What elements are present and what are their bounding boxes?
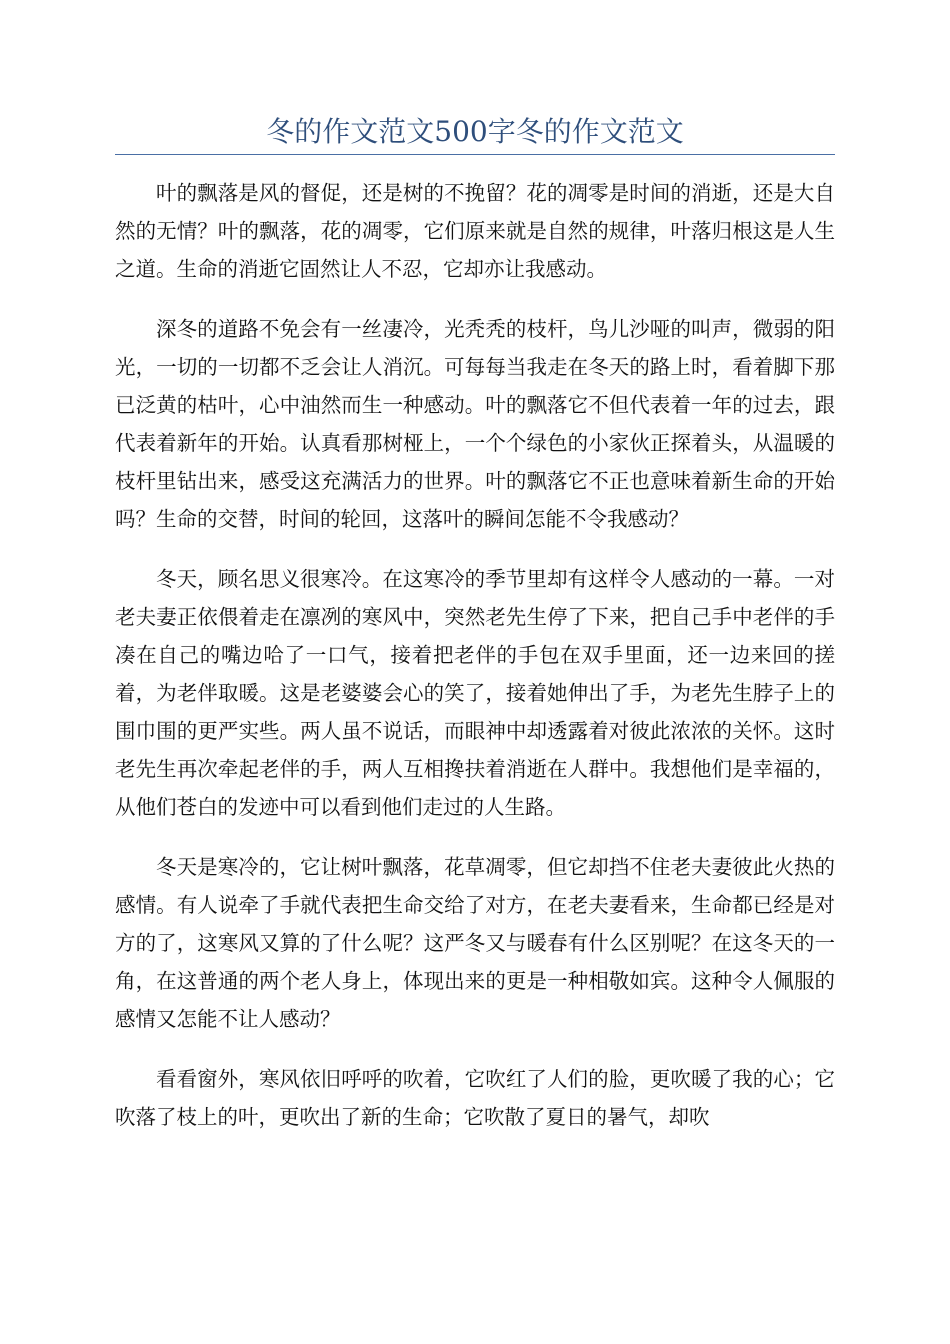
paragraph-3: 冬天，顾名思义很寒冷。在这寒冷的季节里却有这样令人感动的一幕。一对老夫妻正依偎着走在凛冽的寒风中，突然老先生停了下来，把自己手中老伴的手凑在自己的嘴边哈了一口气，接着把老伴的手包在双手里面，还一边来回的搓着，为老伴取暖。这是老婆婆会心的笑了，接着她伸出了手，为老先生脖子上的围巾围的更严实些。两人虽不说话，而眼神中却透露着对彼此浓浓的关怀。这时老先生再次牵起老伴的手，两人互相搀扶着消逝在人群中。我想他们是幸福的，从他们苍白的发迹中可以看到他们走过的人生路。 (115, 567, 835, 819)
paragraph-4: 冬天是寒冷的，它让树叶飘落，花草凋零，但它却挡不住老夫妻彼此火热的感情。有人说牵了手就代表把生命交给了对方，在老夫妻看来，生命都已经是对方的了，这寒风又算的了什么呢？这严冬又与暖春有什么区别呢？在这冬天的一角，在这普通的两个老人身上，体现出来的更是一种相敬如宾。这种令人佩服的感情又怎能不让人感动？ (115, 855, 835, 1031)
paragraph-1: 叶的飘落是风的督促，还是树的不挽留？花的凋零是时间的消逝，还是大自然的无情？叶的飘落，花的凋零，它们原来就是自然的规律，叶落归根这是人生之道。生命的消逝它固然让人不忍，它却亦让我感动。 (115, 181, 835, 281)
paragraph-5: 看看窗外，寒风依旧呼呼的吹着，它吹红了人们的脸，更吹暖了我的心；它吹落了枝上的叶，更吹出了新的生命；它吹散了夏日的暑气，却吹 (115, 1067, 835, 1129)
paragraph-2: 深冬的道路不免会有一丝凄冷，光秃秃的枝杆，鸟儿沙哑的叫声，微弱的阳光，一切的一切都不乏会让人消沉。可每每当我走在冬天的路上时，看着脚下那已泛黄的枯叶，心中油然而生一种感动。叶的飘落它不但代表着一年的过去，跟代表着新年的开始。认真看那树桠上，一个个绿色的小家伙正探着头，从温暖的枝杆里钻出来，感受这充满活力的世界。叶的飘落它不正也意味着新生命的开始吗？生命的交替，时间的轮回，这落叶的瞬间怎能不令我感动？ (115, 317, 835, 531)
document-title: 冬的作文范文500字冬的作文范文 (266, 115, 684, 148)
document-body (115, 174, 835, 1158)
title-underline (115, 154, 835, 155)
